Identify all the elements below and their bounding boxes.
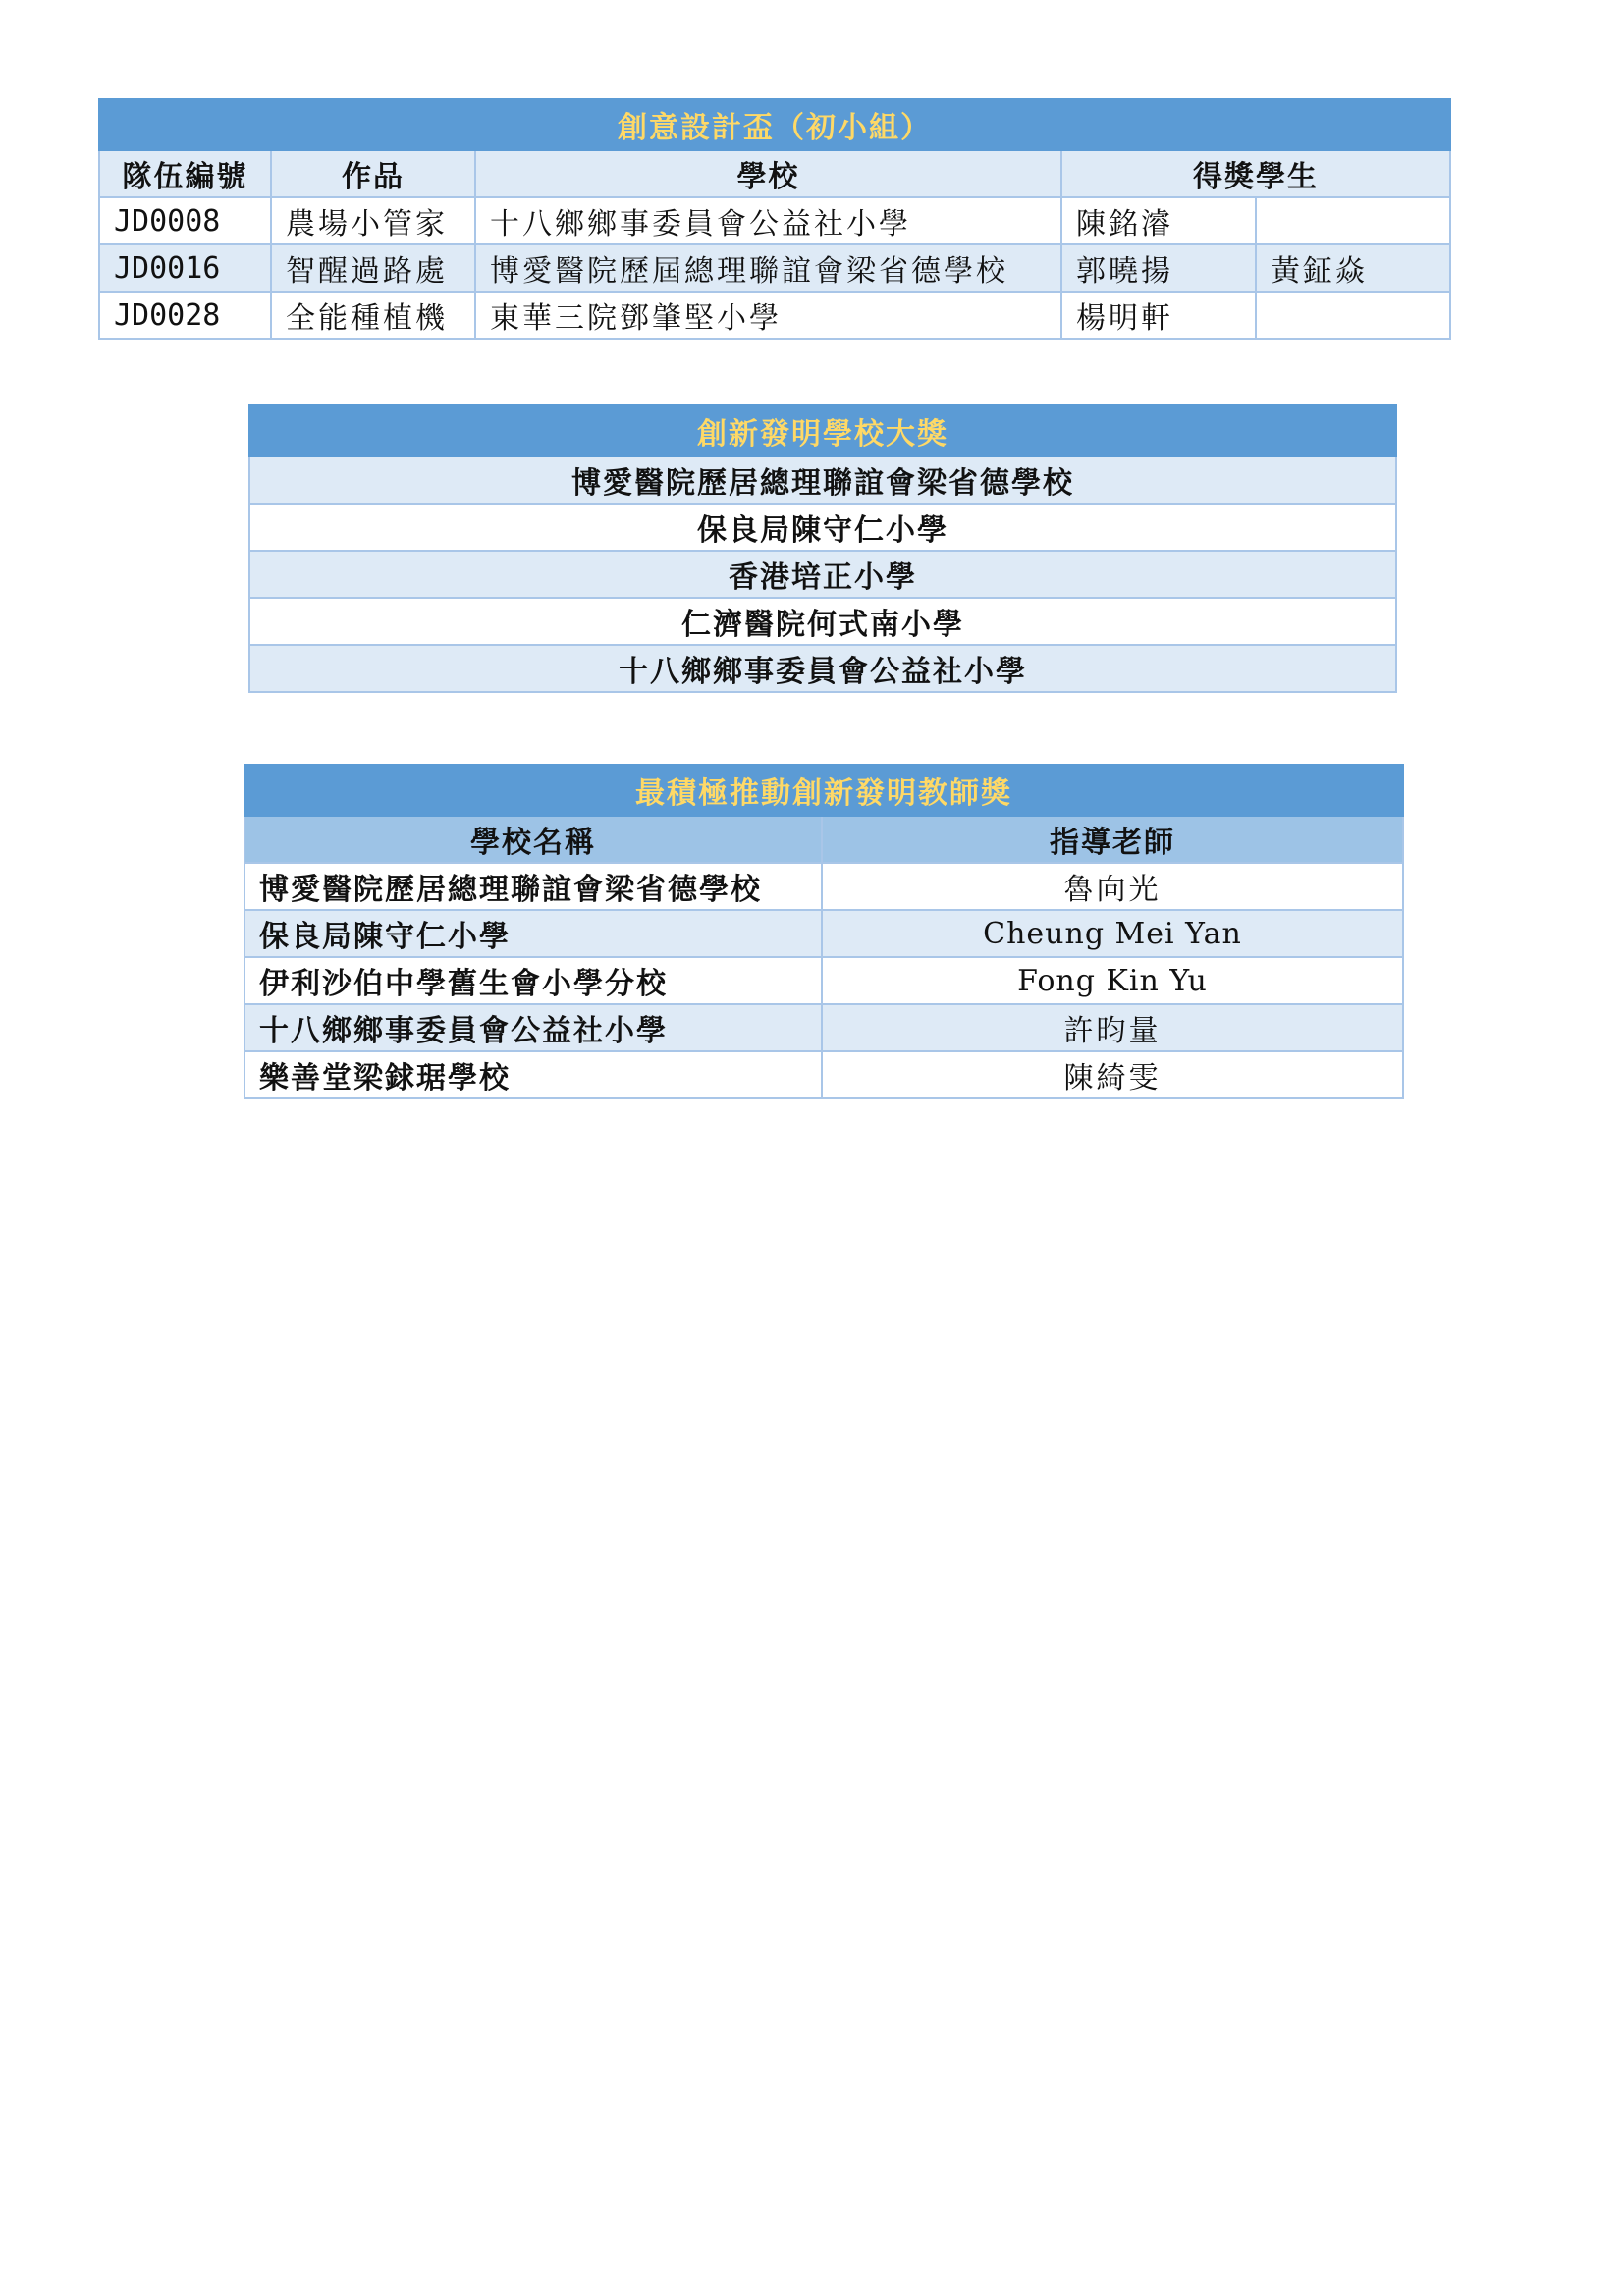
column-header-school-name: 學校名稱 bbox=[244, 816, 822, 863]
table-row bbox=[244, 910, 1403, 957]
table-row bbox=[244, 1051, 1403, 1098]
table-row bbox=[244, 1004, 1403, 1051]
school-cell: 樂善堂梁銶琚學校 bbox=[244, 1051, 822, 1098]
school-cell: 保良局陳守仁小學 bbox=[244, 910, 822, 957]
school-cell: 博愛醫院歷屆總理聯誼會梁省德學校 bbox=[475, 244, 1061, 292]
team-id-cell: JD0028 bbox=[99, 292, 271, 339]
school-cell: 十八鄉鄉事委員會公益社小學 bbox=[475, 197, 1061, 244]
school-cell: 香港培正小學 bbox=[249, 551, 1396, 598]
table-row bbox=[249, 504, 1396, 551]
student-cell: 楊明軒 bbox=[1061, 292, 1256, 339]
work-cell: 農場小管家 bbox=[271, 197, 475, 244]
school-cell: 十八鄉鄉事委員會公益社小學 bbox=[249, 645, 1396, 692]
teacher-cell: 許昀量 bbox=[822, 1004, 1403, 1051]
table-title: 創新發明學校大獎 bbox=[249, 405, 1396, 456]
column-header-work: 作品 bbox=[271, 150, 475, 197]
teacher-cell: Cheung Mei Yan bbox=[822, 910, 1403, 957]
table-row bbox=[249, 456, 1396, 504]
teacher-cell: 陳綺雯 bbox=[822, 1051, 1403, 1098]
work-cell: 全能種植機 bbox=[271, 292, 475, 339]
team-id-cell: JD0016 bbox=[99, 244, 271, 292]
column-header-teacher: 指導老師 bbox=[822, 816, 1403, 863]
table-row bbox=[99, 292, 1450, 339]
school-invention-award-table bbox=[248, 404, 1397, 693]
team-id-cell: JD0008 bbox=[99, 197, 271, 244]
table-row bbox=[244, 863, 1403, 910]
table-row bbox=[249, 551, 1396, 598]
junior-design-cup-table bbox=[98, 98, 1451, 340]
table-row bbox=[244, 957, 1403, 1004]
table-title: 創意設計盃（初小組） bbox=[99, 99, 1450, 150]
school-cell: 東華三院鄧肇堅小學 bbox=[475, 292, 1061, 339]
school-cell: 保良局陳守仁小學 bbox=[249, 504, 1396, 551]
column-header-team-id: 隊伍編號 bbox=[99, 150, 271, 197]
teacher-award-table bbox=[244, 764, 1404, 1099]
school-cell: 博愛醫院歷居總理聯誼會梁省德學校 bbox=[249, 456, 1396, 504]
table-row bbox=[99, 197, 1450, 244]
column-header-students: 得獎學生 bbox=[1061, 150, 1450, 197]
table-row bbox=[249, 645, 1396, 692]
school-cell: 伊利沙伯中學舊生會小學分校 bbox=[244, 957, 822, 1004]
student-cell: 陳銘濬 bbox=[1061, 197, 1256, 244]
table-row bbox=[99, 244, 1450, 292]
school-cell: 十八鄉鄉事委員會公益社小學 bbox=[244, 1004, 822, 1051]
student-cell bbox=[1256, 197, 1450, 244]
teacher-cell: Fong Kin Yu bbox=[822, 957, 1403, 1004]
student-cell: 郭曉揚 bbox=[1061, 244, 1256, 292]
student-cell: 黃鉦焱 bbox=[1256, 244, 1450, 292]
teacher-cell: 魯向光 bbox=[822, 863, 1403, 910]
table-row bbox=[249, 598, 1396, 645]
student-cell bbox=[1256, 292, 1450, 339]
table-title: 最積極推動創新發明教師獎 bbox=[244, 765, 1403, 816]
column-header-school: 學校 bbox=[475, 150, 1061, 197]
school-cell: 仁濟醫院何式南小學 bbox=[249, 598, 1396, 645]
work-cell: 智醒過路處 bbox=[271, 244, 475, 292]
school-cell: 博愛醫院歷居總理聯誼會梁省德學校 bbox=[244, 863, 822, 910]
